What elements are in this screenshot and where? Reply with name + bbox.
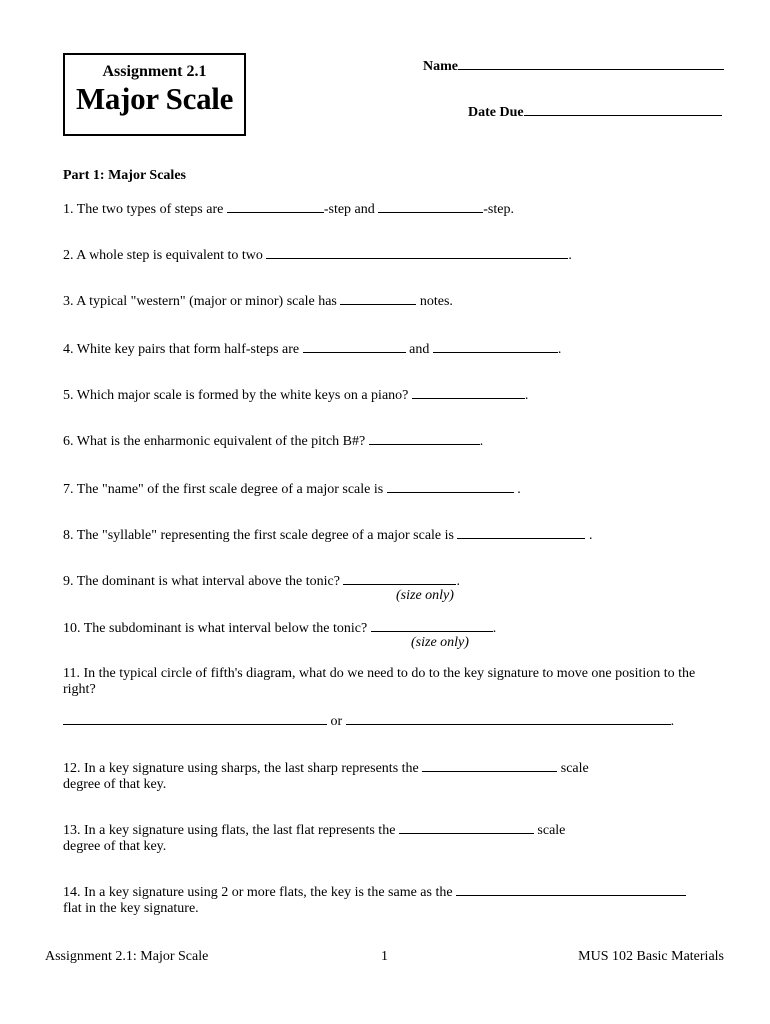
q9-hint: (size only) (396, 588, 454, 603)
page-title: Major Scale (75, 81, 234, 116)
part1-heading: Part 1: Major Scales (63, 168, 186, 183)
q14-text-a: 14. In a key signature using 2 or more flats, the key is the same as the (63, 885, 457, 900)
q3-text-a: 3. A typical "western" (major or minor) scale has (63, 294, 341, 309)
q1-blank-2[interactable] (378, 200, 483, 213)
q14-blank[interactable] (456, 883, 686, 896)
name-label: Name (423, 59, 458, 74)
q9-blank[interactable] (343, 572, 456, 585)
question-2 (63, 246, 572, 264)
q7-text-a: 7. The "name" of the first scale degree of a major scale is (63, 482, 387, 497)
q2-text-a: 2. A whole step is equivalent to two (63, 248, 267, 263)
q11-end: . (670, 714, 675, 729)
q11-blank-1[interactable] (63, 712, 327, 725)
q4-text-a: 4. White key pairs that form half-steps are (63, 342, 303, 357)
q4-text-b: and (405, 342, 433, 357)
q12-blank[interactable] (422, 759, 557, 772)
q2-text-b: . (568, 248, 572, 263)
q7-blank[interactable] (387, 480, 514, 493)
name-field (423, 57, 724, 75)
q3-text-b: notes. (416, 294, 453, 309)
q6-text-b: . (479, 434, 484, 449)
q2-blank[interactable] (266, 246, 568, 259)
question-11: 11. In the typical circle of fifth's diagram, what do we need to do to the key signature to move one position to the right? (63, 666, 696, 697)
q10-hint: (size only) (411, 635, 469, 650)
question-14 (63, 883, 686, 917)
question-13 (63, 821, 565, 855)
q12-text-c: degree of that key. (63, 777, 167, 792)
q8-text-a: 8. The "syllable" representing the first scale degree of a major scale is (63, 528, 458, 543)
footer-right: MUS 102 Basic Materials (578, 949, 724, 964)
question-4 (63, 340, 561, 358)
question-8 (63, 526, 592, 544)
date-due-label: Date Due (468, 105, 524, 120)
q6-text-a: 6. What is the enharmonic equivalent of the pitch B#? (63, 434, 369, 449)
q5-text-b: . (524, 388, 529, 403)
q5-text-a: 5. Which major scale is formed by the white keys on a piano? (63, 388, 412, 403)
q1-text-c: -step. (483, 202, 514, 217)
q10-text-a: 10. The subdominant is what interval below the tonic? (63, 621, 371, 636)
q13-blank[interactable] (399, 821, 534, 834)
q4-blank-2[interactable] (433, 340, 558, 353)
q6-blank[interactable] (369, 432, 480, 445)
q14-text-c: flat in the key signature. (63, 901, 199, 916)
date-due-field (468, 103, 722, 121)
q12-text-b: scale (557, 761, 589, 776)
q10-text-b: . (492, 621, 497, 636)
q3-blank[interactable] (340, 292, 416, 305)
q11-answer-line (63, 712, 674, 730)
question-12 (63, 759, 589, 793)
q11-blank-2[interactable] (346, 712, 671, 725)
q1-blank-1[interactable] (227, 200, 324, 213)
q12-text-a: 12. In a key signature using sharps, the last sharp represents the (63, 761, 423, 776)
q9-text-a: 9. The dominant is what interval above the tonic? (63, 574, 344, 589)
footer-page-number: 1 (381, 949, 388, 964)
q5-blank[interactable] (412, 386, 525, 399)
q10-blank[interactable] (371, 619, 493, 632)
title-box (63, 53, 246, 136)
question-5 (63, 386, 528, 404)
q13-text-c: degree of that key. (63, 839, 167, 854)
question-3 (63, 292, 453, 310)
q1-text-b: -step and (323, 202, 379, 217)
name-blank[interactable] (458, 57, 724, 70)
date-due-blank[interactable] (524, 103, 722, 116)
q9-text-b: . (456, 574, 460, 589)
q8-blank[interactable] (457, 526, 585, 539)
question-7 (63, 480, 521, 498)
question-1 (63, 200, 514, 218)
q13-text-a: 13. In a key signature using flats, the last flat represents the (63, 823, 399, 838)
assignment-label: Assignment 2.1 (102, 63, 207, 80)
question-6 (63, 432, 483, 450)
q13-text-b: scale (533, 823, 566, 838)
q8-text-b: . (585, 528, 593, 543)
footer-left: Assignment 2.1: Major Scale (45, 949, 209, 964)
q4-blank-1[interactable] (303, 340, 406, 353)
q4-text-c: . (557, 342, 562, 357)
q7-text-b: . (513, 482, 521, 497)
q11-or: or (327, 714, 346, 729)
q1-text-a: 1. The two types of steps are (63, 202, 227, 217)
